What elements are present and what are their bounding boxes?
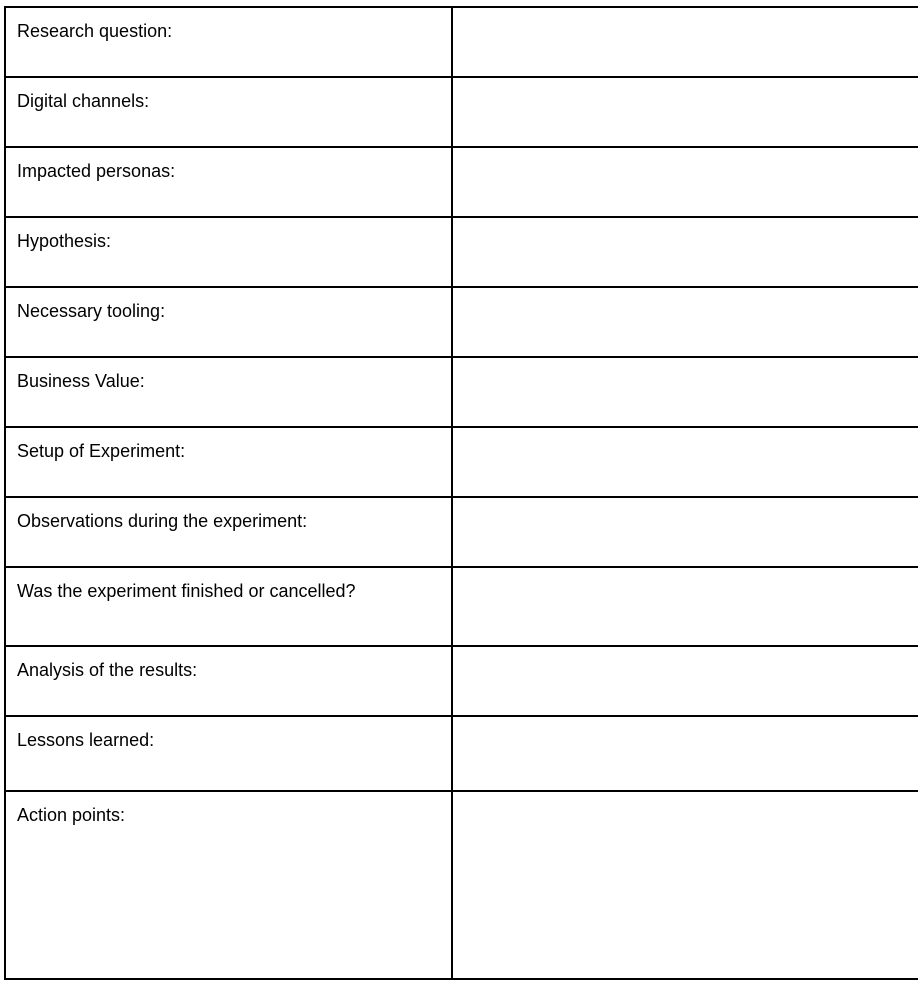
label-finished-or-cancelled: Was the experiment finished or cancelled? — [5, 567, 452, 646]
label-analysis-of-results: Analysis of the results: — [5, 646, 452, 716]
table-row-necessary-tooling — [5, 287, 918, 357]
label-necessary-tooling: Necessary tooling: — [5, 287, 452, 357]
label-impacted-personas: Impacted personas: — [5, 147, 452, 217]
label-hypothesis: Hypothesis: — [5, 217, 452, 287]
value-finished-or-cancelled[interactable] — [452, 567, 918, 646]
value-impacted-personas[interactable] — [452, 147, 918, 217]
label-action-points: Action points: — [5, 791, 452, 979]
table-row-business-value — [5, 357, 918, 427]
value-analysis-of-results[interactable] — [452, 646, 918, 716]
experiment-form-table — [4, 6, 918, 980]
table-row-finished-or-cancelled — [5, 567, 918, 646]
value-business-value[interactable] — [452, 357, 918, 427]
table-row-digital-channels — [5, 77, 918, 147]
label-observations: Observations during the experiment: — [5, 497, 452, 567]
value-action-points[interactable] — [452, 791, 918, 979]
table-row-setup-of-experiment — [5, 427, 918, 497]
experiment-form-body — [5, 7, 918, 979]
table-row-observations — [5, 497, 918, 567]
value-digital-channels[interactable] — [452, 77, 918, 147]
table-row-lessons-learned — [5, 716, 918, 791]
table-row-impacted-personas — [5, 147, 918, 217]
table-row-hypothesis — [5, 217, 918, 287]
label-research-question: Research question: — [5, 7, 452, 77]
value-observations[interactable] — [452, 497, 918, 567]
value-lessons-learned[interactable] — [452, 716, 918, 791]
label-digital-channels: Digital channels: — [5, 77, 452, 147]
table-row-action-points — [5, 791, 918, 979]
label-business-value: Business Value: — [5, 357, 452, 427]
value-necessary-tooling[interactable] — [452, 287, 918, 357]
value-research-question[interactable] — [452, 7, 918, 77]
table-row-research-question — [5, 7, 918, 77]
label-lessons-learned: Lessons learned: — [5, 716, 452, 791]
table-row-analysis-of-results — [5, 646, 918, 716]
value-hypothesis[interactable] — [452, 217, 918, 287]
value-setup-of-experiment[interactable] — [452, 427, 918, 497]
label-setup-of-experiment: Setup of Experiment: — [5, 427, 452, 497]
